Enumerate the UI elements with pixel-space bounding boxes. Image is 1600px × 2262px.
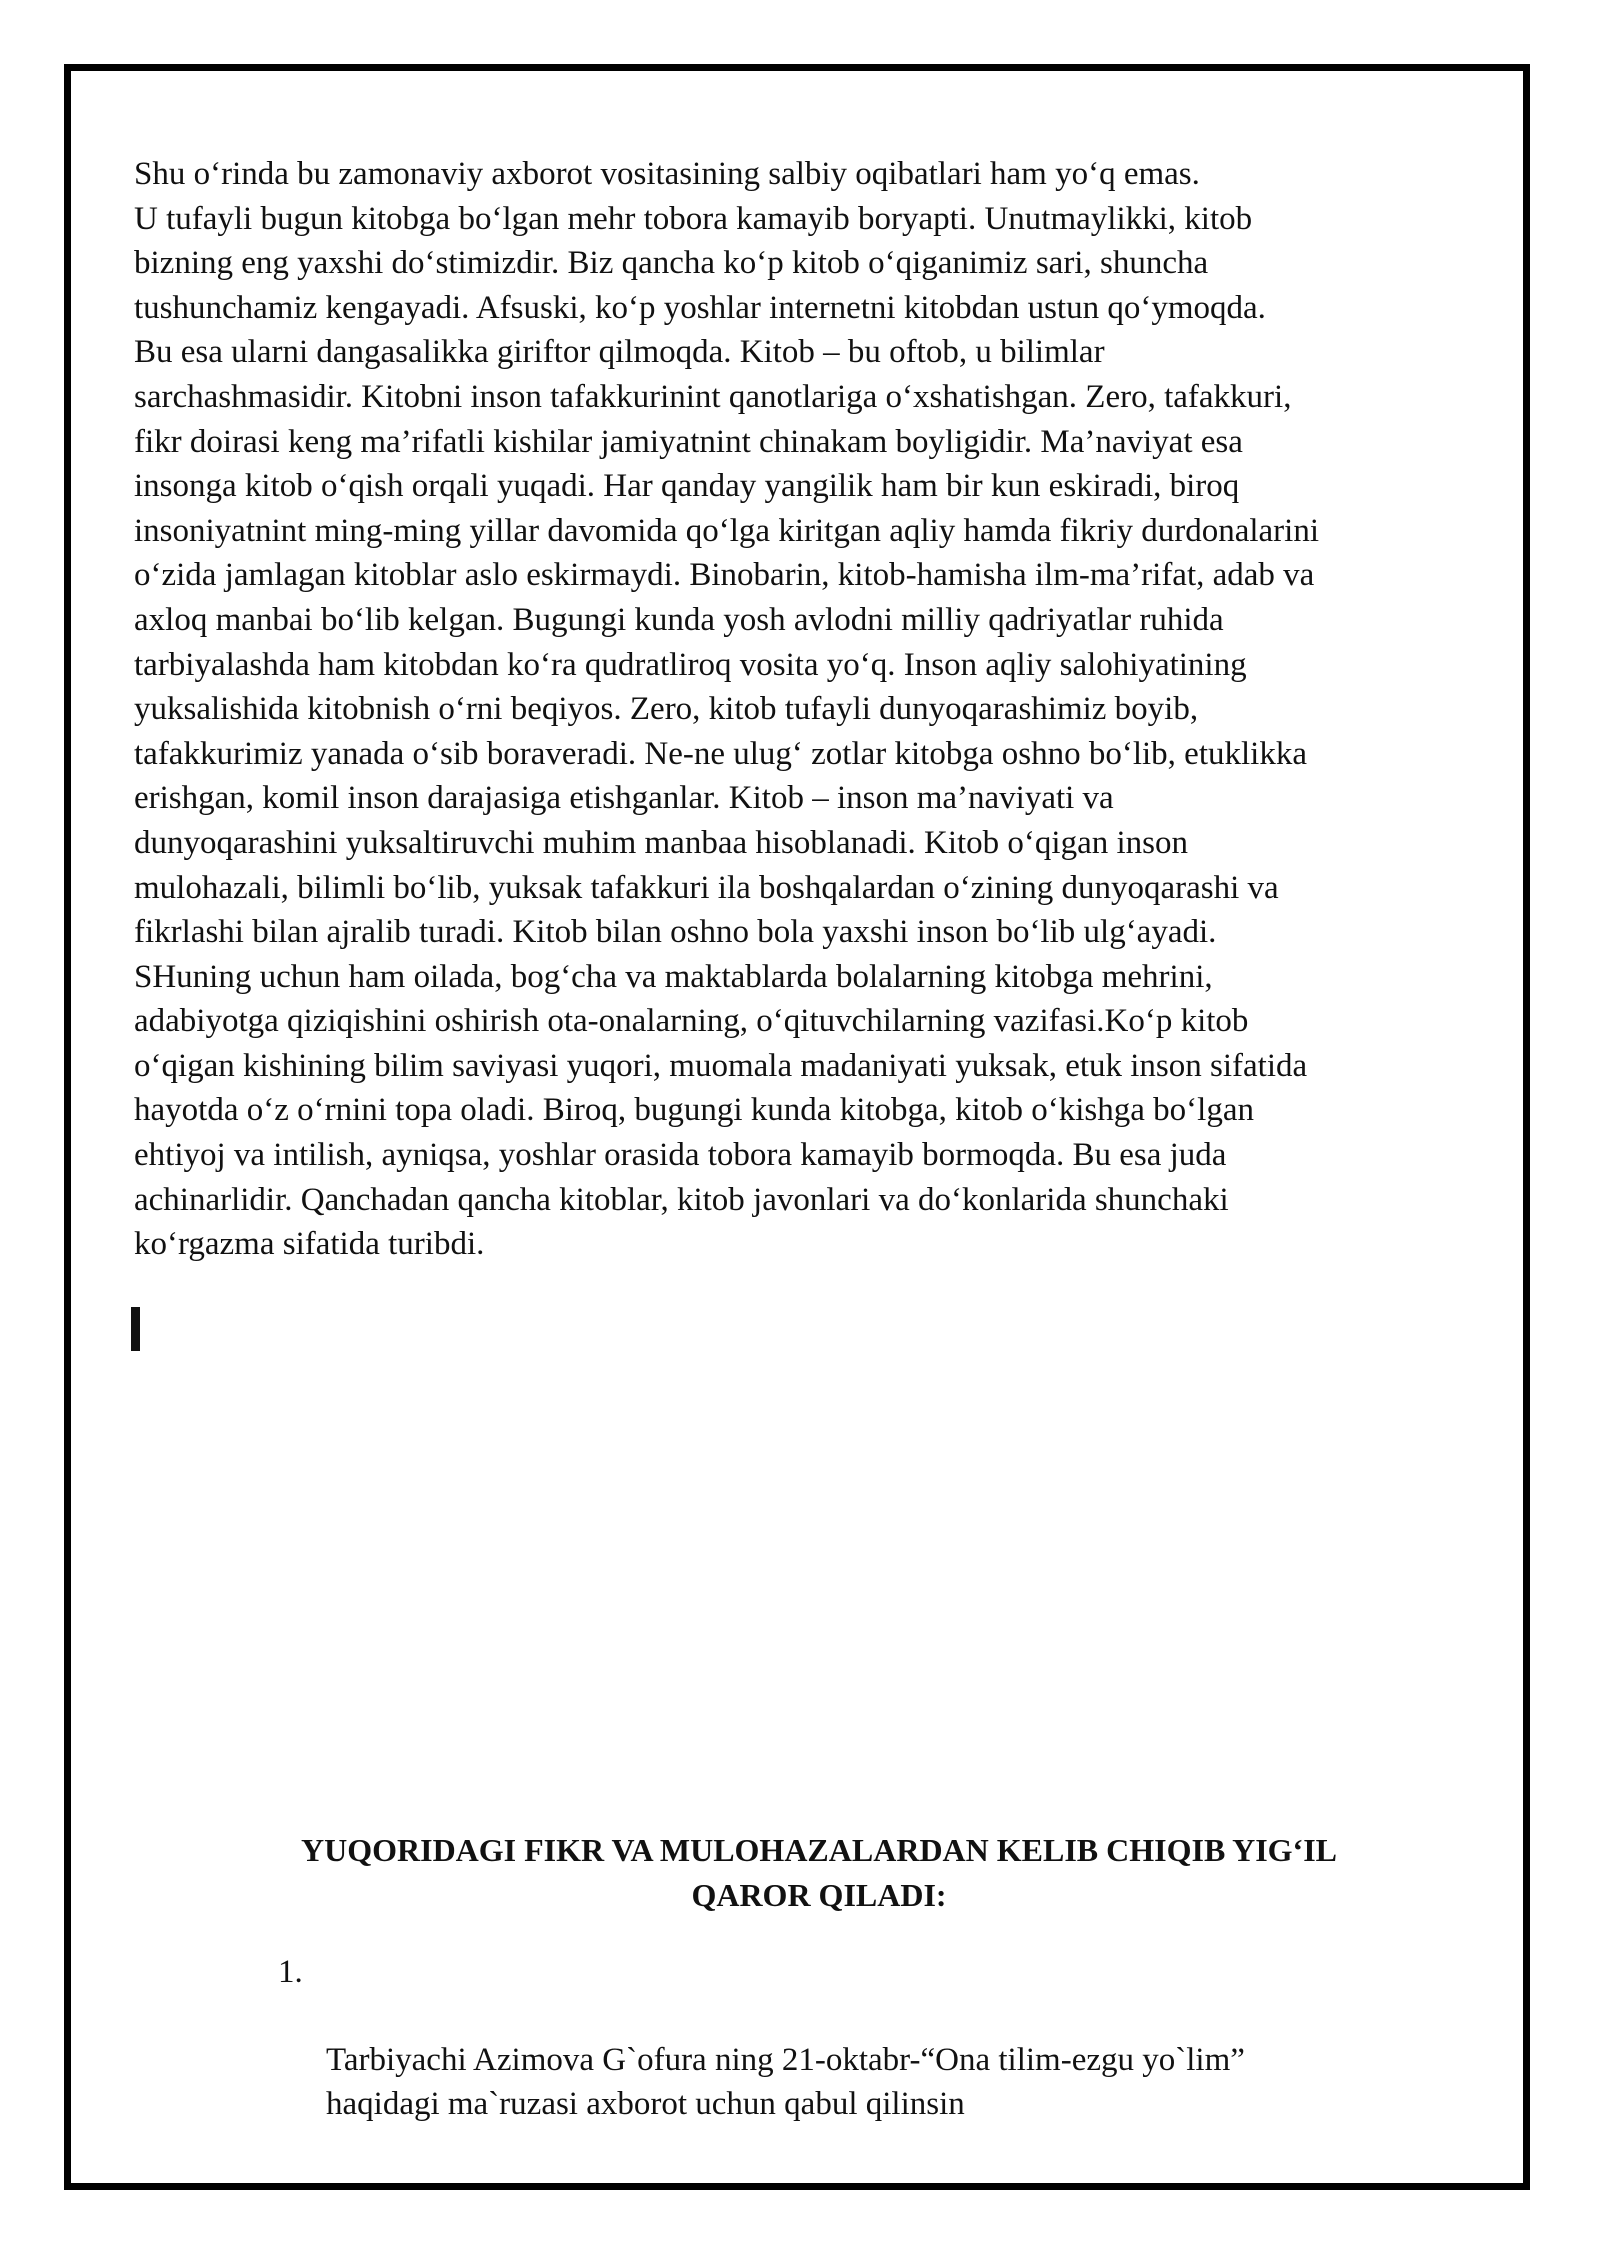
decision-number: 1.: [278, 1954, 303, 1990]
resolution-heading: YUQORIDAGI FIKR VA MULOHAZALARDAN KELIB CHIQIB YIG‘IL QAROR QILADI:: [301, 1832, 1337, 1913]
text-cursor-mark: [131, 1307, 140, 1351]
body-paragraph: Shu o‘rinda bu zamonaviy axborot vositasining salbiy oqibatlari ham yo‘q emas. U tufayli bugun kitobga bo‘lgan mehr tobora kamayib boryapti. Unutmaylikki, kitob bizning eng yaxshi do‘stimizdir. Biz qancha ko‘p kitob o‘qiganimiz sari, shuncha tushunchamiz kengayadi. Afsuski, ko‘p yoshlar internetni kitobdan ustun qo‘ymoqda. Bu esa ularni dangasalikka giriftor qilmoqda. Kitob – bu oftob, u bilimlar sarchashmasidir. Kitobni inson tafakkurinint qanotlariga o‘xshatishgan. Zero, tafakkuri, fikr doirasi keng ma’rifatli kishilar jamiyatnint chinakam boyligidir. Ma’naviyat esa insonga kitob o‘qish orqali yuqadi. Har qanday yangilik ham bir kun eskiradi, biroq insoniyatnint ming-ming yillar davomida qo‘lga kiritgan aqliy hamda fikriy durdonalarini o‘zida jamlagan kitoblar aslo eskirmaydi. Binobarin, kitob-hamisha ilm-ma’rifat, adab va axloq manbai bo‘lib kelgan. Bugungi kunda yosh avlodni milliy qadriyatlar ruhida tarbiyalashda ham kitobdan ko‘ra qudratliroq vosita yo‘q. Inson aqliy salohiyatining yuksalishida kitobnish o‘rni beqiyos. Zero, kitob tufayli dunyoqarashimiz boyib, tafakkurimiz yanada o‘sib boraveradi. Ne-ne ulug‘ zotlar kitobga oshno bo‘lib, etuklikka erishgan, komil inson darajasiga etishganlar. Kitob – inson ma’naviyati va dunyoqarashini yuksaltiruvchi muhim manbaa hisoblanadi. Kitob o‘qigan inson mulohazali, bilimli bo‘lib, yuksak tafakkuri ila boshqalardan o‘zining dunyoqarashi va fikrlashi bilan ajralib turadi. Kitob bilan oshno bola yaxshi inson bo‘lib ulg‘ayadi. SHuning uchun ham oilada, bog‘cha va maktablarda bolalarning kitobga mehrini, adabiyotga qiziqishini oshirish ota-onalarning, o‘qituvchilarning vazifasi.Ko‘p kitob o‘qigan kishining bilim saviyasi yuqori, muomala madaniyati yuksak, etuk inson sifatida hayotda o‘z o‘rnini topa oladi. Biroq, bugungi kunda kitobga, kitob o‘kishga bo‘lgan ehtiyoj va intilish, ayniqsa, yoshlar orasida tobora kamayib bormoqda. Bu esa juda achinarlidir. Qanchadan qancha kitoblar, kitob javonlari va do‘konlarida shunchaki ko‘rgazma sifatida turibdi.: [134, 156, 1320, 1263]
decision-text: Tarbiyachi Azimova G`ofura ning 21-oktabr-“Ona tilim-ezgu yo`lim” haqidagi ma`ruzasi axborot uchun qabul qilinsin: [326, 2042, 1245, 2122]
decision-item: [270, 1950, 1450, 2126]
decision-list: [270, 1950, 1450, 2126]
